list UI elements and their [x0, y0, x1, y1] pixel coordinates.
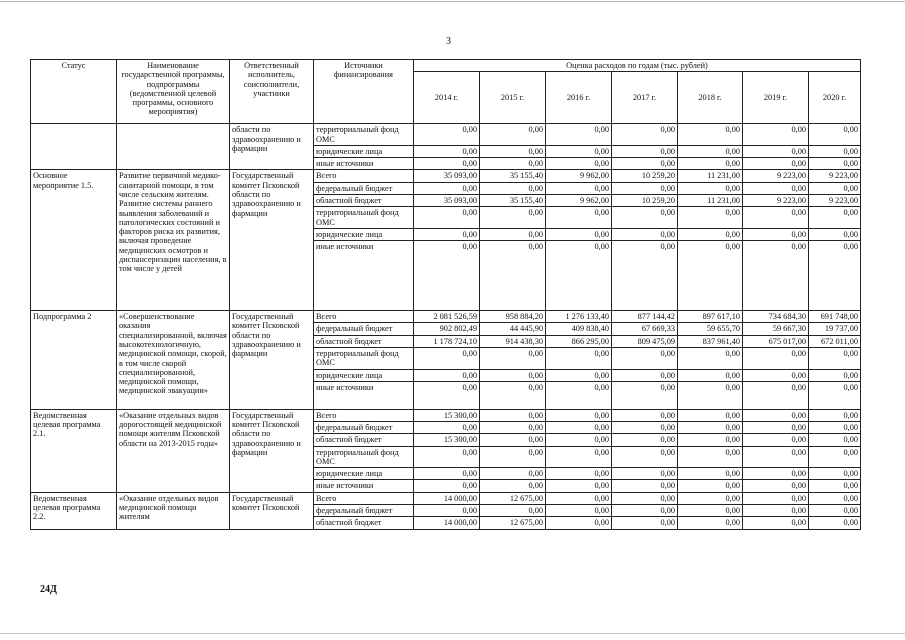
cell-amount: 902 802,49 [414, 323, 480, 335]
cell-amount: 0,00 [678, 182, 743, 194]
header-year: 2014 г. [414, 72, 480, 124]
cell-amount: 914 438,30 [480, 335, 546, 347]
cell-program-name: Развитие первичной медико-санитарной помощи, в том числе сельским жителям. Развитие системы раннего выявления заболеваний и патологических состояний и факторов риска их развития, включая проведение медицинских осмотров и диспансеризации населения, в том числе у детей [117, 170, 230, 311]
cell-amount: 0,00 [546, 124, 612, 146]
cell-amount: 734 684,30 [743, 311, 809, 323]
table-row [31, 409, 861, 421]
cell-funding-source: территориальный фонд ОМС [314, 446, 414, 468]
cell-amount: 0,00 [678, 158, 743, 170]
cell-amount: 0,00 [480, 381, 546, 409]
cell-amount: 0,00 [612, 228, 678, 240]
cell-funding-source: Всего [314, 409, 414, 421]
cell-amount: 0,00 [743, 505, 809, 517]
cell-amount: 0,00 [612, 124, 678, 146]
cell-program-name: «Оказание отдельных видов дорогостоящей медицинской помощи жителям Псковской области на 2013-2015 годы» [117, 409, 230, 492]
cell-responsible: Государственный комитет Псковской области по здравоохранению и фармации [230, 409, 314, 492]
cell-funding-source: юридические лица [314, 228, 414, 240]
cell-amount: 0,00 [743, 369, 809, 381]
cell-amount: 0,00 [743, 228, 809, 240]
cell-amount: 9 962,00 [546, 194, 612, 206]
cell-funding-source: областной бюджет [314, 335, 414, 347]
cell-program-name: «Оказание отдельных видов медицинской помощи жителям [117, 492, 230, 529]
cell-amount: 0,00 [743, 480, 809, 492]
cell-amount: 0,00 [809, 182, 861, 194]
cell-amount: 0,00 [743, 422, 809, 434]
cell-funding-source: Всего [314, 170, 414, 182]
cell-amount: 0,00 [809, 228, 861, 240]
cell-amount: 866 295,00 [546, 335, 612, 347]
cell-amount: 958 884,20 [480, 311, 546, 323]
cell-amount: 0,00 [678, 446, 743, 468]
cell-amount: 0,00 [678, 422, 743, 434]
cell-amount: 0,00 [678, 505, 743, 517]
cell-amount: 0,00 [743, 145, 809, 157]
cell-amount: 0,00 [678, 492, 743, 504]
cell-amount: 877 144,42 [612, 311, 678, 323]
cell-funding-source: федеральный бюджет [314, 182, 414, 194]
header-sources: Источники финансирования [314, 60, 414, 124]
cell-amount: 0,00 [480, 182, 546, 194]
cell-amount: 59 655,70 [678, 323, 743, 335]
cell-amount: 0,00 [546, 207, 612, 229]
cell-amount: 0,00 [414, 228, 480, 240]
cell-amount: 0,00 [612, 468, 678, 480]
cell-funding-source: территориальный фонд ОМС [314, 207, 414, 229]
cell-amount: 0,00 [414, 446, 480, 468]
cell-funding-source: территориальный фонд ОМС [314, 124, 414, 146]
cell-amount: 0,00 [546, 468, 612, 480]
scan-bottom-edge [0, 633, 905, 634]
cell-amount: 0,00 [743, 468, 809, 480]
cell-amount: 0,00 [414, 480, 480, 492]
cell-amount: 0,00 [414, 124, 480, 146]
cell-amount: 0,00 [678, 434, 743, 446]
cell-amount: 0,00 [743, 492, 809, 504]
cell-amount: 0,00 [743, 158, 809, 170]
cell-amount: 0,00 [809, 124, 861, 146]
cell-program-name [117, 124, 230, 170]
cell-amount: 0,00 [612, 434, 678, 446]
cell-amount: 0,00 [678, 381, 743, 409]
cell-amount: 14 000,00 [414, 517, 480, 529]
cell-amount: 0,00 [480, 434, 546, 446]
header-estimate: Оценка расходов по годам (тыс. рублей) [414, 60, 861, 72]
cell-amount: 0,00 [612, 145, 678, 157]
cell-amount: 0,00 [678, 145, 743, 157]
cell-amount: 0,00 [546, 381, 612, 409]
cell-amount: 1 276 133,40 [546, 311, 612, 323]
cell-amount: 0,00 [546, 446, 612, 468]
cell-amount: 0,00 [612, 369, 678, 381]
cell-amount: 0,00 [743, 207, 809, 229]
table-row [31, 170, 861, 182]
cell-amount: 67 669,33 [612, 323, 678, 335]
cell-responsible: области по здравоохранению и фармации [230, 124, 314, 170]
cell-amount: 0,00 [546, 347, 612, 369]
cell-status [31, 124, 117, 170]
cell-funding-source: федеральный бюджет [314, 323, 414, 335]
cell-amount: 19 737,00 [809, 323, 861, 335]
cell-amount: 0,00 [546, 505, 612, 517]
cell-program-name: «Совершенствование оказания специализированной, включая высокотехнологичную, медицинской помощи, скорой, в том числе скорой специализированной, медицинской помощи, медицинской эвакуации» [117, 311, 230, 410]
cell-amount: 0,00 [612, 492, 678, 504]
cell-amount: 0,00 [678, 347, 743, 369]
cell-funding-source: иные источники [314, 158, 414, 170]
cell-amount: 0,00 [612, 505, 678, 517]
cell-amount: 0,00 [414, 422, 480, 434]
cell-amount: 0,00 [809, 517, 861, 529]
cell-amount: 0,00 [612, 182, 678, 194]
cell-responsible: Государственный комитет Псковской области по здравоохранению и фармации [230, 311, 314, 410]
cell-funding-source: Всего [314, 311, 414, 323]
cell-amount: 809 475,09 [612, 335, 678, 347]
cell-amount: 0,00 [612, 446, 678, 468]
footer-mark: 24Д [40, 584, 57, 595]
cell-amount: 35 155,40 [480, 170, 546, 182]
cell-amount: 0,00 [743, 409, 809, 421]
cell-funding-source: Всего [314, 492, 414, 504]
cell-amount: 44 445,90 [480, 323, 546, 335]
table-row [31, 492, 861, 504]
header-year: 2015 г. [480, 72, 546, 124]
cell-amount: 672 011,00 [809, 335, 861, 347]
cell-amount: 0,00 [414, 347, 480, 369]
cell-amount: 14 000,00 [414, 492, 480, 504]
cell-amount: 0,00 [809, 381, 861, 409]
cell-amount: 2 081 526,59 [414, 311, 480, 323]
cell-amount: 0,00 [546, 409, 612, 421]
cell-amount: 0,00 [414, 158, 480, 170]
cell-amount: 35 093,00 [414, 194, 480, 206]
cell-amount: 0,00 [612, 158, 678, 170]
cell-amount: 0,00 [480, 468, 546, 480]
cell-funding-source: юридические лица [314, 468, 414, 480]
cell-amount: 12 675,00 [480, 517, 546, 529]
cell-amount: 0,00 [678, 241, 743, 311]
cell-amount: 11 231,00 [678, 194, 743, 206]
cell-amount: 15 300,00 [414, 409, 480, 421]
cell-amount: 0,00 [480, 505, 546, 517]
cell-amount: 897 617,10 [678, 311, 743, 323]
cell-amount: 0,00 [546, 182, 612, 194]
cell-amount: 0,00 [612, 381, 678, 409]
cell-amount: 11 231,00 [678, 170, 743, 182]
cell-amount: 0,00 [414, 381, 480, 409]
cell-amount: 0,00 [743, 434, 809, 446]
cell-amount: 10 259,20 [612, 194, 678, 206]
cell-amount: 0,00 [678, 517, 743, 529]
cell-amount: 10 259,20 [612, 170, 678, 182]
cell-amount: 0,00 [546, 228, 612, 240]
cell-funding-source: юридические лица [314, 369, 414, 381]
cell-funding-source: федеральный бюджет [314, 422, 414, 434]
cell-amount: 0,00 [414, 505, 480, 517]
cell-amount: 0,00 [546, 422, 612, 434]
cell-amount: 0,00 [480, 446, 546, 468]
cell-amount: 9 223,00 [743, 170, 809, 182]
cell-amount: 0,00 [414, 241, 480, 311]
cell-amount: 0,00 [678, 369, 743, 381]
cell-amount: 0,00 [480, 369, 546, 381]
cell-amount: 0,00 [678, 228, 743, 240]
cell-amount: 0,00 [809, 434, 861, 446]
cell-status: Подпрограмма 2 [31, 311, 117, 410]
cell-amount: 0,00 [414, 145, 480, 157]
cell-amount: 0,00 [612, 409, 678, 421]
cell-amount: 0,00 [480, 480, 546, 492]
cell-amount: 9 223,00 [809, 170, 861, 182]
cell-amount: 0,00 [809, 480, 861, 492]
cell-amount: 0,00 [809, 207, 861, 229]
cell-status: Ведомственная целевая программа 2.2. [31, 492, 117, 529]
cell-amount: 15 300,00 [414, 434, 480, 446]
cell-amount: 0,00 [546, 145, 612, 157]
cell-amount: 837 961,40 [678, 335, 743, 347]
cell-funding-source: юридические лица [314, 145, 414, 157]
cell-amount: 0,00 [480, 241, 546, 311]
cell-amount: 0,00 [480, 228, 546, 240]
cell-amount: 691 748,00 [809, 311, 861, 323]
header-year: 2017 г. [612, 72, 678, 124]
table-row [31, 124, 861, 146]
cell-amount: 0,00 [678, 468, 743, 480]
cell-amount: 0,00 [414, 207, 480, 229]
cell-amount: 0,00 [612, 207, 678, 229]
cell-amount: 0,00 [809, 492, 861, 504]
cell-amount: 0,00 [809, 505, 861, 517]
cell-amount: 0,00 [678, 124, 743, 146]
cell-amount: 0,00 [546, 241, 612, 311]
cell-amount: 0,00 [809, 158, 861, 170]
cell-funding-source: федеральный бюджет [314, 505, 414, 517]
cell-amount: 0,00 [743, 182, 809, 194]
table-header [31, 60, 861, 124]
cell-amount: 0,00 [414, 468, 480, 480]
cell-amount: 12 675,00 [480, 492, 546, 504]
cell-amount: 0,00 [480, 409, 546, 421]
cell-amount: 9 962,00 [546, 170, 612, 182]
cell-amount: 1 178 724,10 [414, 335, 480, 347]
cell-amount: 0,00 [480, 422, 546, 434]
cell-funding-source: иные источники [314, 381, 414, 409]
header-year: 2016 г. [546, 72, 612, 124]
cell-funding-source: областной бюджет [314, 434, 414, 446]
cell-amount: 0,00 [546, 434, 612, 446]
cell-amount: 0,00 [612, 422, 678, 434]
cell-amount: 0,00 [480, 158, 546, 170]
cell-status: Ведомственная целевая программа 2.1. [31, 409, 117, 492]
cell-amount: 0,00 [546, 369, 612, 381]
cell-amount: 0,00 [809, 468, 861, 480]
cell-amount: 0,00 [612, 347, 678, 369]
cell-amount: 35 093,00 [414, 170, 480, 182]
cell-amount: 0,00 [546, 492, 612, 504]
cell-responsible: Государственный комитет Псковской [230, 492, 314, 529]
cell-funding-source: областной бюджет [314, 194, 414, 206]
page-number: 3 [446, 36, 451, 47]
cell-status: Основное мероприятие 1.5. [31, 170, 117, 311]
cell-amount: 0,00 [743, 517, 809, 529]
header-responsible: Ответственный исполнитель, соисполнители, участники [230, 60, 314, 124]
cell-funding-source: областной бюджет [314, 517, 414, 529]
cell-amount: 0,00 [414, 182, 480, 194]
cell-amount: 0,00 [546, 480, 612, 492]
cell-funding-source: территориальный фонд ОМС [314, 347, 414, 369]
cell-funding-source: иные источники [314, 241, 414, 311]
cell-amount: 675 017,00 [743, 335, 809, 347]
table-row [31, 311, 861, 323]
cell-amount: 0,00 [546, 158, 612, 170]
cell-amount: 0,00 [743, 241, 809, 311]
cell-funding-source: иные источники [314, 480, 414, 492]
cell-amount: 0,00 [743, 381, 809, 409]
cell-amount: 0,00 [809, 446, 861, 468]
cell-amount: 0,00 [809, 145, 861, 157]
cell-amount: 9 223,00 [809, 194, 861, 206]
header-year: 2018 г. [678, 72, 743, 124]
cell-amount: 409 838,40 [546, 323, 612, 335]
cell-amount: 9 223,00 [743, 194, 809, 206]
cell-amount: 0,00 [414, 369, 480, 381]
expenditure-table [30, 59, 861, 530]
cell-amount: 0,00 [809, 422, 861, 434]
cell-amount: 0,00 [743, 347, 809, 369]
header-name: Наименование государственной программы, подпрограммы (ведомственной целевой программы, основного мероприятия) [117, 60, 230, 124]
cell-amount: 0,00 [612, 241, 678, 311]
cell-amount: 0,00 [809, 347, 861, 369]
cell-amount: 0,00 [809, 369, 861, 381]
cell-amount: 0,00 [612, 480, 678, 492]
cell-amount: 0,00 [480, 207, 546, 229]
cell-amount: 0,00 [809, 241, 861, 311]
cell-amount: 0,00 [480, 124, 546, 146]
cell-amount: 59 667,30 [743, 323, 809, 335]
cell-amount: 0,00 [612, 517, 678, 529]
cell-amount: 0,00 [743, 124, 809, 146]
cell-responsible: Государственный комитет Псковской области по здравоохранению и фармации [230, 170, 314, 311]
cell-amount: 0,00 [480, 347, 546, 369]
cell-amount: 0,00 [809, 409, 861, 421]
cell-amount: 0,00 [678, 480, 743, 492]
cell-amount: 0,00 [546, 517, 612, 529]
cell-amount: 0,00 [678, 409, 743, 421]
scan-top-edge [0, 1, 905, 2]
header-year: 2020 г. [809, 72, 861, 124]
cell-amount: 0,00 [743, 446, 809, 468]
cell-amount: 35 155,40 [480, 194, 546, 206]
header-year: 2019 г. [743, 72, 809, 124]
cell-amount: 0,00 [480, 145, 546, 157]
header-status: Статус [31, 60, 117, 124]
cell-amount: 0,00 [678, 207, 743, 229]
